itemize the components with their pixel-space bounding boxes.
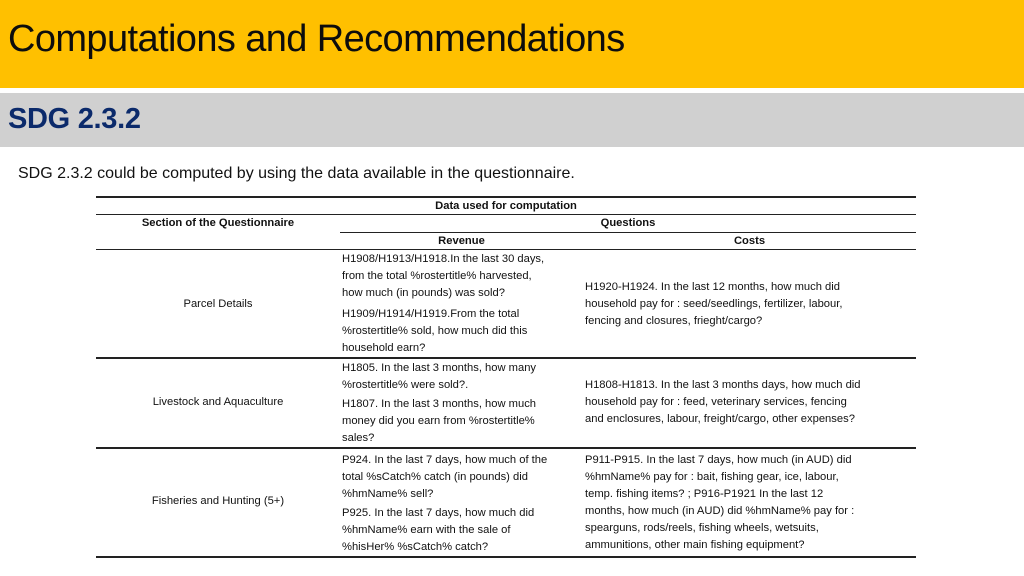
header-section: Section of the Questionnaire (141, 217, 295, 229)
header-revenue: Revenue (438, 235, 485, 247)
costs-line: household pay for : seed/seedlings, fertilizer, labour, (585, 298, 843, 310)
intro-text: SDG 2.3.2 could be computed by using the data available in the questionnaire. (18, 165, 575, 182)
revenue-line: %hmName% earn with the sale of (342, 524, 511, 536)
revenue-line: money did you earn from %rostertitle% (342, 415, 535, 427)
revenue-line: %rostertitle% were sold?. (342, 379, 469, 391)
header-questions: Questions (600, 217, 656, 229)
table-rule (96, 447, 916, 449)
revenue-line: from the total %rostertitle% harvested, (342, 270, 532, 282)
revenue-line: how much (in pounds) was sold? (342, 287, 505, 299)
costs-line: and enclosures, labour, freight/cargo, other expenses? (585, 413, 855, 425)
costs-line: fencing and closures, frieght/cargo? (585, 315, 763, 327)
costs-line: P911-P915. In the last 7 days, how much (in AUD) did (585, 454, 852, 466)
costs-line: %hmName% pay for : bait, fishing gear, ice, labour, (585, 471, 839, 483)
revenue-line: H1807. In the last 3 months, how much (342, 398, 537, 410)
subtitle-bar (0, 93, 1024, 147)
revenue-line: P925. In the last 7 days, how much did (342, 507, 535, 519)
revenue-line: H1805. In the last 3 months, how many (342, 362, 537, 374)
table-rule (96, 357, 916, 359)
revenue-line: %hisHer% %sCatch% catch? (342, 541, 489, 553)
table-rule-bottom (96, 556, 916, 558)
revenue-line: sales? (342, 432, 375, 444)
costs-line: household pay for : feed, veterinary services, fencing (585, 396, 847, 408)
revenue-line: total %sCatch% catch (in pounds) did (342, 471, 528, 483)
revenue-line: H1908/H1913/H1918.In the last 30 days, (342, 253, 545, 265)
table-caption: Data used for computation (435, 200, 577, 212)
section-parcel-details: Parcel Details (183, 298, 253, 310)
costs-line: ammunitions, other main fishing equipment? (585, 539, 805, 551)
costs-line: months, how much (in AUD) did %hmName% pay for : (585, 505, 855, 517)
slide-title: Computations and Recommendations (8, 18, 625, 60)
revenue-line: H1909/H1914/H1919.From the total (342, 308, 520, 320)
revenue-line: %hmName% sell? (342, 488, 434, 500)
header-costs: Costs (733, 235, 766, 247)
costs-line: H1920-H1924. In the last 12 months, how much did (585, 281, 840, 293)
section-livestock-aquaculture: Livestock and Aquaculture (152, 396, 284, 408)
costs-line: spearguns, rods/reels, fishing wheels, wetsuits, (585, 522, 819, 534)
costs-line: temp. fishing items? ; P916-P1921 In the last 12 (585, 488, 824, 500)
costs-line: H1808-H1813. In the last 3 months days, how much did (585, 379, 861, 391)
revenue-line: %rostertitle% sold, how much did this (342, 325, 528, 337)
slide-subtitle: SDG 2.3.2 (8, 103, 141, 135)
section-fisheries-hunting: Fisheries and Hunting (5+) (151, 495, 285, 507)
revenue-line: household earn? (342, 342, 426, 354)
title-bar (0, 0, 1024, 88)
revenue-line: P924. In the last 7 days, how much of the (342, 454, 548, 466)
